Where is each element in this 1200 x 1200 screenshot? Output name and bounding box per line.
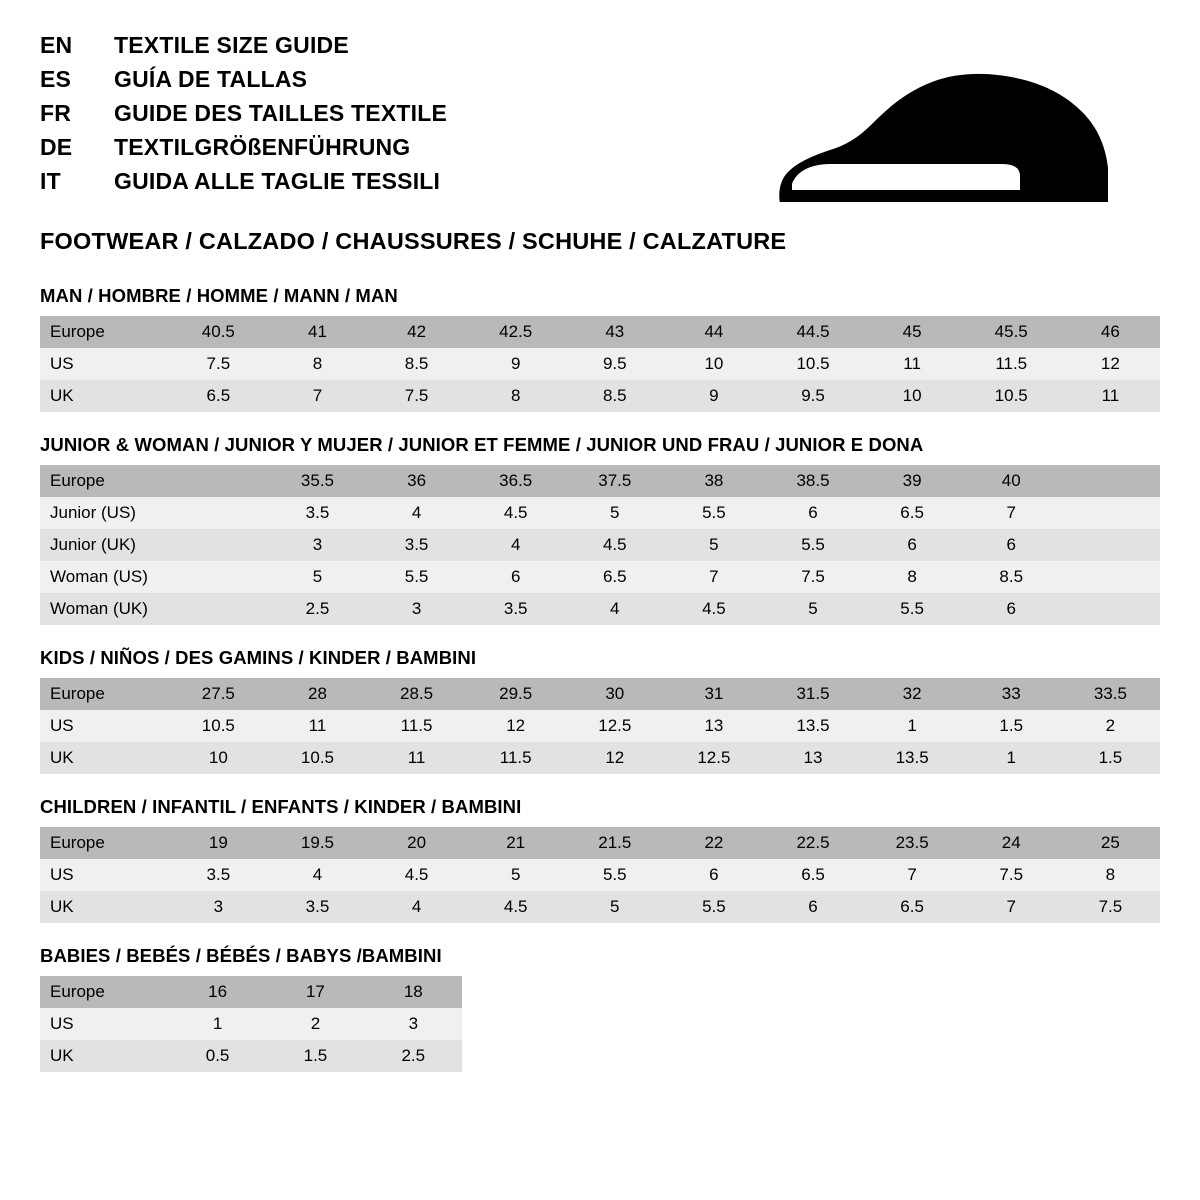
section-title: JUNIOR & WOMAN / JUNIOR Y MUJER / JUNIOR ET FEMME / JUNIOR UND FRAU / JUNIOR E DONA <box>40 434 924 455</box>
cell: 11 <box>1061 380 1160 412</box>
cell: 1.5 <box>1061 742 1160 774</box>
dress-shoe-icon <box>770 72 1130 202</box>
cell: 45.5 <box>962 316 1061 348</box>
cell: 6 <box>763 497 862 529</box>
section-man <box>40 285 1160 412</box>
row-label: Junior (UK) <box>40 529 169 561</box>
cell: 8.5 <box>367 348 466 380</box>
language-row <box>40 34 447 57</box>
cell: 39 <box>863 465 962 497</box>
language-title: GUIDA ALLE TAGLIE TESSILI <box>114 168 441 194</box>
language-code: IT <box>40 168 61 194</box>
cell: 31 <box>664 678 763 710</box>
cell: 37.5 <box>565 465 664 497</box>
cell: 5.5 <box>763 529 862 561</box>
cell: 7.5 <box>367 380 466 412</box>
section-title: MAN / HOMBRE / HOMME / MANN / MAN <box>40 285 398 306</box>
cell: 0.5 <box>169 1040 267 1072</box>
table-row <box>40 678 1160 710</box>
cell: 5 <box>466 859 565 891</box>
cell: 21.5 <box>565 827 664 859</box>
table-row <box>40 742 1160 774</box>
table-row <box>40 380 1160 412</box>
cell: 8 <box>466 380 565 412</box>
cell: 9 <box>664 380 763 412</box>
cell <box>1061 529 1160 561</box>
table-row <box>40 859 1160 891</box>
cell: 5 <box>763 593 862 625</box>
table-row <box>40 529 1160 561</box>
header <box>40 34 1160 204</box>
cell: 3.5 <box>169 859 268 891</box>
cell: 35.5 <box>268 465 367 497</box>
cell: 6 <box>962 593 1061 625</box>
cell: 11.5 <box>962 348 1061 380</box>
cell: 10.5 <box>268 742 367 774</box>
table-row <box>40 593 1160 625</box>
row-label: UK <box>40 380 169 412</box>
cell: 11.5 <box>466 742 565 774</box>
language-title: GUIDE DES TAILLES TEXTILE <box>114 100 447 126</box>
cell: 8.5 <box>962 561 1061 593</box>
language-code: ES <box>40 66 72 92</box>
cell <box>1061 561 1160 593</box>
row-label: Europe <box>40 465 169 497</box>
cell: 4.5 <box>367 859 466 891</box>
cell <box>169 465 268 497</box>
cell: 5.5 <box>367 561 466 593</box>
section-title: CHILDREN / INFANTIL / ENFANTS / KINDER / BAMBINI <box>40 796 522 817</box>
cell: 7.5 <box>1061 891 1160 923</box>
cell: 36 <box>367 465 466 497</box>
cell: 3.5 <box>268 891 367 923</box>
cell: 46 <box>1061 316 1160 348</box>
cell: 13 <box>763 742 862 774</box>
cell: 12 <box>565 742 664 774</box>
size-table-man <box>40 316 1160 412</box>
table-row <box>40 710 1160 742</box>
table-row <box>40 1008 462 1040</box>
cell <box>169 593 268 625</box>
cell: 25 <box>1061 827 1160 859</box>
row-label: Europe <box>40 316 169 348</box>
cell <box>169 561 268 593</box>
cell <box>169 497 268 529</box>
language-title-list <box>40 34 447 204</box>
cell: 8 <box>268 348 367 380</box>
size-table-babies <box>40 976 462 1072</box>
cell: 10 <box>169 742 268 774</box>
cell: 5.5 <box>664 497 763 529</box>
cell: 29.5 <box>466 678 565 710</box>
cell: 6 <box>664 859 763 891</box>
section-junior-woman <box>40 434 1160 625</box>
cell <box>1061 497 1160 529</box>
row-label: US <box>40 348 169 380</box>
cell: 38 <box>664 465 763 497</box>
cell: 6 <box>763 891 862 923</box>
cell: 42 <box>367 316 466 348</box>
cell: 11.5 <box>367 710 466 742</box>
cell <box>1061 465 1160 497</box>
cell: 5 <box>664 529 763 561</box>
cell: 20 <box>367 827 466 859</box>
row-label: UK <box>40 742 169 774</box>
cell: 8.5 <box>565 380 664 412</box>
table-row <box>40 497 1160 529</box>
row-label: UK <box>40 891 169 923</box>
cell: 21 <box>466 827 565 859</box>
cell: 40 <box>962 465 1061 497</box>
cell: 8 <box>1061 859 1160 891</box>
cell: 3.5 <box>466 593 565 625</box>
cell: 8 <box>863 561 962 593</box>
cell: 16 <box>169 976 267 1008</box>
cell: 13.5 <box>863 742 962 774</box>
cell: 10.5 <box>169 710 268 742</box>
cell: 2.5 <box>364 1040 462 1072</box>
cell: 6 <box>962 529 1061 561</box>
cell: 4 <box>565 593 664 625</box>
section-children <box>40 796 1160 923</box>
cell: 32 <box>863 678 962 710</box>
cell: 36.5 <box>466 465 565 497</box>
cell: 5.5 <box>565 859 664 891</box>
section-kids <box>40 647 1160 774</box>
cell <box>169 529 268 561</box>
language-title: TEXTILGRÖßENFÜHRUNG <box>114 134 411 160</box>
language-row <box>40 102 447 125</box>
cell: 28 <box>268 678 367 710</box>
cell: 7.5 <box>763 561 862 593</box>
cell: 19 <box>169 827 268 859</box>
section-title: BABIES / BEBÉS / BÉBÉS / BABYS /BAMBINI <box>40 945 442 966</box>
cell: 17 <box>267 976 365 1008</box>
cell: 4.5 <box>466 497 565 529</box>
cell: 38.5 <box>763 465 862 497</box>
cell: 7.5 <box>169 348 268 380</box>
cell: 2 <box>1061 710 1160 742</box>
table-row <box>40 1040 462 1072</box>
cell: 18 <box>364 976 462 1008</box>
cell: 6.5 <box>763 859 862 891</box>
table-row <box>40 465 1160 497</box>
table-row <box>40 827 1160 859</box>
cell: 7.5 <box>962 859 1061 891</box>
cell: 6.5 <box>863 891 962 923</box>
cell: 9.5 <box>565 348 664 380</box>
cell: 33 <box>962 678 1061 710</box>
cell: 1.5 <box>962 710 1061 742</box>
cell: 12.5 <box>664 742 763 774</box>
size-table-kids <box>40 678 1160 774</box>
cell: 10.5 <box>962 380 1061 412</box>
language-row <box>40 68 447 91</box>
cell: 4 <box>367 497 466 529</box>
language-code: DE <box>40 134 73 160</box>
cell: 12 <box>466 710 565 742</box>
language-row <box>40 136 447 159</box>
cell: 43 <box>565 316 664 348</box>
section-title: KIDS / NIÑOS / DES GAMINS / KINDER / BAMBINI <box>40 647 477 668</box>
cell: 12 <box>1061 348 1160 380</box>
cell: 4 <box>367 891 466 923</box>
cell: 12.5 <box>565 710 664 742</box>
cell: 23.5 <box>863 827 962 859</box>
cell: 3 <box>268 529 367 561</box>
cell: 13.5 <box>763 710 862 742</box>
cell: 13 <box>664 710 763 742</box>
cell: 28.5 <box>367 678 466 710</box>
cell: 2 <box>267 1008 365 1040</box>
row-label: Europe <box>40 976 169 1008</box>
size-table-children <box>40 827 1160 923</box>
cell: 5 <box>565 891 664 923</box>
language-row <box>40 170 447 193</box>
language-code: EN <box>40 32 73 58</box>
cell: 2.5 <box>268 593 367 625</box>
cell: 1 <box>863 710 962 742</box>
size-table-junior-woman <box>40 465 1160 625</box>
cell: 4.5 <box>565 529 664 561</box>
cell: 11 <box>367 742 466 774</box>
language-title: TEXTILE SIZE GUIDE <box>114 32 349 58</box>
cell: 4.5 <box>466 891 565 923</box>
row-label: Woman (UK) <box>40 593 169 625</box>
section-babies <box>40 945 1160 1072</box>
cell: 1.5 <box>267 1040 365 1072</box>
table-row <box>40 891 1160 923</box>
cell: 4 <box>466 529 565 561</box>
cell: 40.5 <box>169 316 268 348</box>
cell <box>1061 593 1160 625</box>
cell: 10.5 <box>763 348 862 380</box>
table-row <box>40 316 1160 348</box>
cell: 5 <box>268 561 367 593</box>
cell: 3 <box>364 1008 462 1040</box>
cell: 7 <box>962 891 1061 923</box>
cell: 11 <box>863 348 962 380</box>
cell: 10 <box>664 348 763 380</box>
cell: 6.5 <box>565 561 664 593</box>
cell: 24 <box>962 827 1061 859</box>
row-label: Europe <box>40 827 169 859</box>
cell: 3.5 <box>367 529 466 561</box>
cell: 27.5 <box>169 678 268 710</box>
cell: 3 <box>169 891 268 923</box>
cell: 5.5 <box>863 593 962 625</box>
row-label: US <box>40 1008 169 1040</box>
cell: 3.5 <box>268 497 367 529</box>
table-row <box>40 348 1160 380</box>
cell: 3 <box>367 593 466 625</box>
cell: 41 <box>268 316 367 348</box>
cell: 31.5 <box>763 678 862 710</box>
cell: 7 <box>863 859 962 891</box>
cell: 42.5 <box>466 316 565 348</box>
table-row <box>40 976 462 1008</box>
row-label: UK <box>40 1040 169 1072</box>
cell: 10 <box>863 380 962 412</box>
cell: 5.5 <box>664 891 763 923</box>
table-row <box>40 561 1160 593</box>
cell: 44.5 <box>763 316 862 348</box>
cell: 7 <box>664 561 763 593</box>
row-label: US <box>40 710 169 742</box>
cell: 9 <box>466 348 565 380</box>
cell: 6 <box>466 561 565 593</box>
cell: 45 <box>863 316 962 348</box>
cell: 9.5 <box>763 380 862 412</box>
row-label: US <box>40 859 169 891</box>
category-heading: FOOTWEAR / CALZADO / CHAUSSURES / SCHUHE / CALZATURE <box>40 228 787 254</box>
cell: 44 <box>664 316 763 348</box>
cell: 6.5 <box>169 380 268 412</box>
cell: 5 <box>565 497 664 529</box>
cell: 1 <box>169 1008 267 1040</box>
cell: 33.5 <box>1061 678 1160 710</box>
cell: 22 <box>664 827 763 859</box>
cell: 30 <box>565 678 664 710</box>
language-title: GUÍA DE TALLAS <box>114 66 308 92</box>
cell: 7 <box>268 380 367 412</box>
row-label: Woman (US) <box>40 561 169 593</box>
row-label: Junior (US) <box>40 497 169 529</box>
row-label: Europe <box>40 678 169 710</box>
language-code: FR <box>40 100 72 126</box>
cell: 6 <box>863 529 962 561</box>
cell: 4 <box>268 859 367 891</box>
cell: 22.5 <box>763 827 862 859</box>
cell: 7 <box>962 497 1061 529</box>
cell: 4.5 <box>664 593 763 625</box>
cell: 6.5 <box>863 497 962 529</box>
cell: 19.5 <box>268 827 367 859</box>
cell: 11 <box>268 710 367 742</box>
cell: 1 <box>962 742 1061 774</box>
